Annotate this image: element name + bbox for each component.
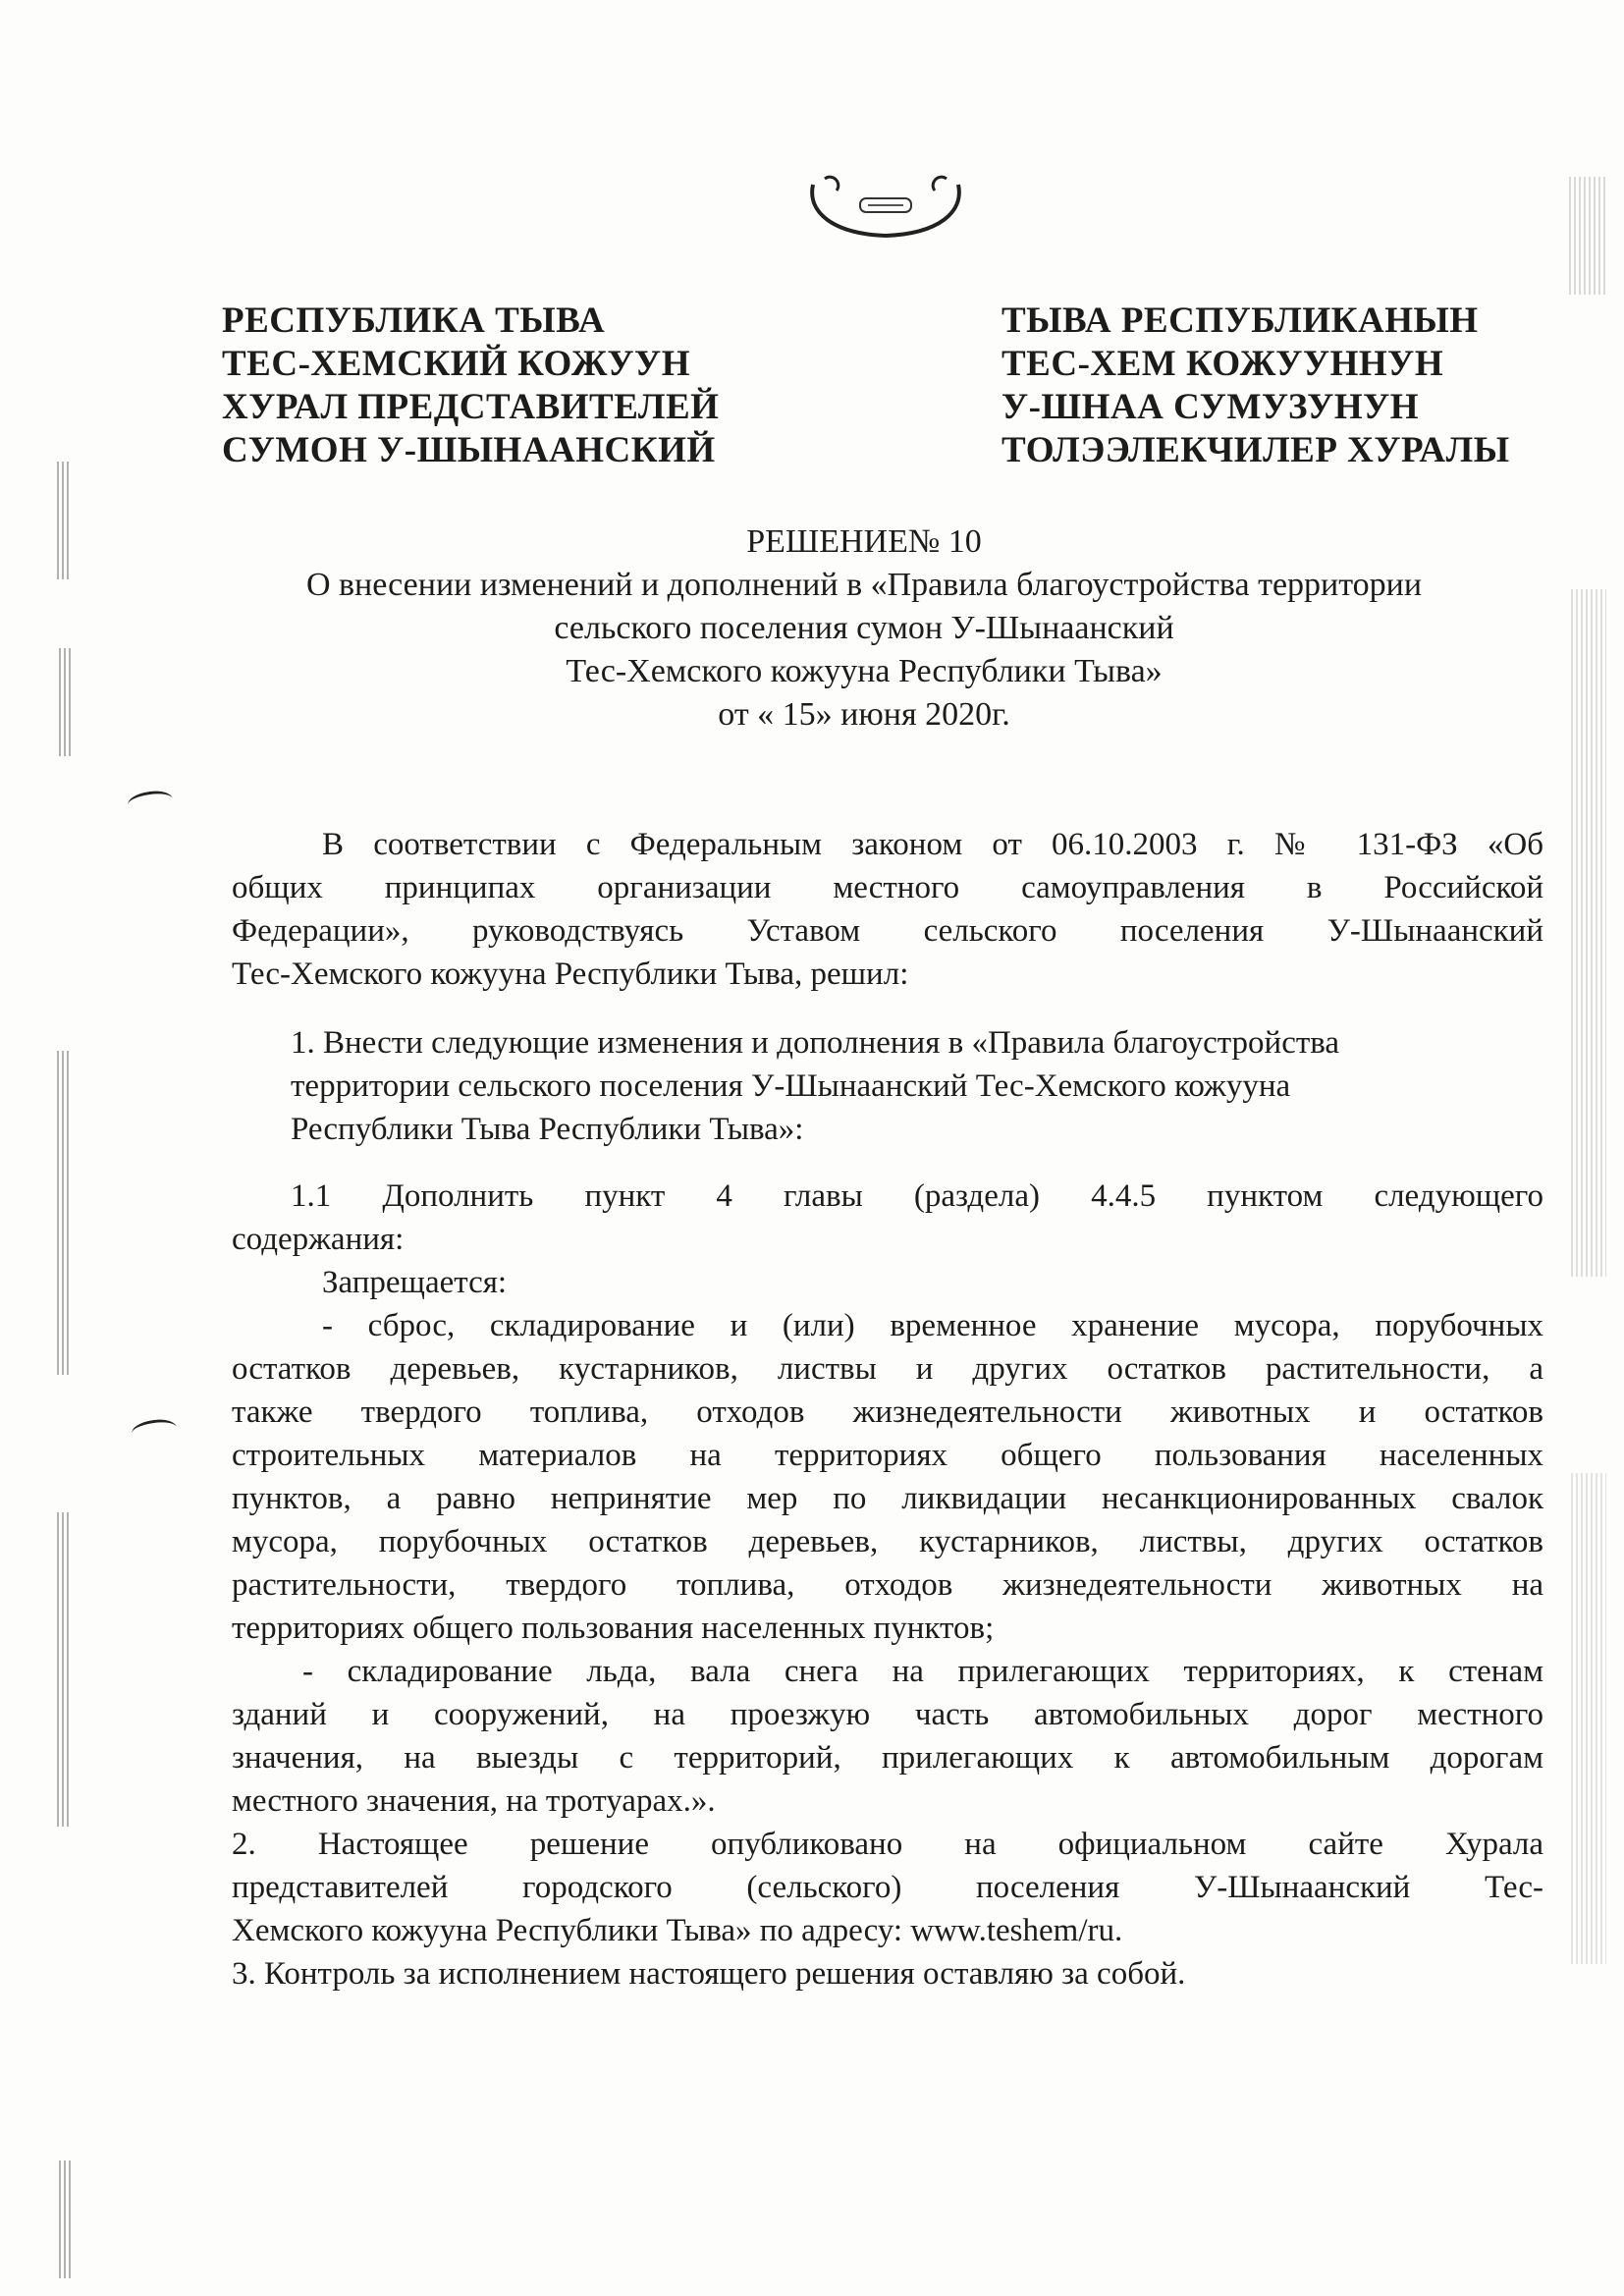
bullet-1-line: мусора, порубочных остатков деревьев, кустарников, листвы, других остатков (232, 1524, 1543, 1559)
item-1-1 (232, 1175, 1543, 1304)
bullet-1-line: территориях общего пользования населенных пунктов; (232, 1611, 995, 1646)
header-right (1001, 300, 1510, 472)
item-1-line: Республики Тыва Республики Тыва»: (291, 1112, 804, 1147)
item-2-line: Хемского кожууна Республики Тыва» по адресу: www.teshem/ru. (232, 1913, 1123, 1948)
decision-number: РЕШЕНИЕ№ 10 (746, 523, 982, 560)
title-line: Тес-Хемского кожууна Республики Тыва» (566, 653, 1163, 689)
bullet-2-line: значения, на выезды с территорий, прилегающих к автомобильным дорогам (232, 1740, 1543, 1776)
punch-mark-upper (127, 789, 174, 815)
bullet-2-line: - складирование льда, вала снега на прилегающих территориях, к стенам (302, 1654, 1543, 1689)
bullet-2-line: местного значения, на тротуарах.». (232, 1783, 716, 1819)
item-1-1-line: 1.1 Дополнить пункт 4 главы (раздела) 4.4.5 пунктом следующего (291, 1178, 1543, 1214)
prohibition-bullet-1 (232, 1304, 1543, 1650)
header-left (222, 300, 719, 472)
item-1 (291, 1021, 1538, 1151)
item-2-line: 2. Настоящее решение опубликовано на официальном сайте Хурала (232, 1827, 1543, 1862)
prohibited-label: Запрещается: (322, 1265, 508, 1300)
punch-mark-lower (131, 1417, 178, 1444)
bullet-1-line: пунктов, а равно непринятие мер по ликвидации несанкционированных свалок (232, 1481, 1543, 1516)
decision-date: от « 15» июня 2020г. (718, 696, 1010, 733)
preamble-line: Федерации», руководствуясь Уставом сельского поселения У-Шынаанский (232, 913, 1543, 949)
preamble (232, 823, 1543, 996)
header-right-line: ТЕС-ХЕМ КОЖУУННУН (1001, 344, 1444, 384)
item-1-line: территории сельского поселения У-Шынаанский Тес-Хемского кожууна (291, 1068, 1291, 1104)
item-1-line: 1. Внести следующие изменения и дополнения в «Правила благоустройства (291, 1025, 1340, 1061)
bullet-1-line: строительных материалов на территориях общего пользования населенных (232, 1438, 1543, 1473)
scan-streak-left-2 (59, 648, 71, 756)
preamble-line: В соответствии с Федеральным законом от 06.10.2003 г. № 131-ФЗ «Об (322, 827, 1543, 862)
header-right-line: У-ШНАА СУМУЗУНУН (1001, 387, 1420, 427)
item-3 (232, 1952, 1543, 1995)
bullet-1-line: остатков деревьев, кустарников, листвы и других остатков растительности, а (232, 1351, 1543, 1387)
scan-streak-left-3 (57, 1051, 71, 1375)
item-1-1-line: содержания: (232, 1222, 405, 1257)
header-left-line: РЕСПУБЛИКА ТЫВА (222, 301, 606, 341)
prohibition-bullet-2 (232, 1650, 1543, 1823)
item-3-line: 3. Контроль за исполнением настоящего решения оставляю за собой. (232, 1956, 1186, 1992)
header-left-line: ТЕС-ХЕМСКИЙ КОЖУУН (222, 344, 690, 384)
scan-streak-right-2 (1571, 589, 1606, 1277)
header-right-line: ТЫВА РЕСПУБЛИКАНЫН (1001, 301, 1479, 341)
preamble-line: Тес-Хемского кожууна Республики Тыва, решил: (232, 957, 909, 992)
item-2-line: представителей городского (сельского) поселения У-Шынаанский Тес- (232, 1870, 1543, 1905)
scan-streak-left-4 (57, 1512, 71, 1827)
header-left-line: СУМОН У-ШЫНААНСКИЙ (222, 430, 716, 470)
bullet-1-line: - сброс, складирование и (или) временное хранение мусора, порубочных (322, 1308, 1543, 1343)
coat-of-arms-emblem (803, 173, 968, 242)
decision-title (196, 520, 1532, 737)
scan-streak-right-3 (1571, 1473, 1606, 1964)
title-line: сельского поселения сумон У-Шынаанский (554, 610, 1174, 646)
item-2 (232, 1823, 1543, 1952)
bullet-1-line: растительности, твердого топлива, отходов жизнедеятельности животных на (232, 1567, 1543, 1603)
scan-streak-left-5 (59, 2160, 71, 2278)
title-line: О внесении изменений и дополнений в «Правила благоустройства территории (305, 567, 1423, 603)
scan-streak-right-1 (1569, 177, 1608, 295)
bullet-2-line: зданий и сооружений, на проезжую часть автомобильных дорог местного (232, 1697, 1543, 1732)
header-right-line: ТОЛЭЭЛЕКЧИЛЕР ХУРАЛЫ (1001, 430, 1510, 470)
scan-streak-left-1 (57, 462, 71, 579)
bullet-1-line: также твердого топлива, отходов жизнедеятельности животных и остатков (232, 1394, 1543, 1430)
header-left-line: ХУРАЛ ПРЕДСТАВИТЕЛЕЙ (222, 387, 720, 427)
preamble-line: общих принципах организации местного самоуправления в Российской (232, 870, 1543, 905)
